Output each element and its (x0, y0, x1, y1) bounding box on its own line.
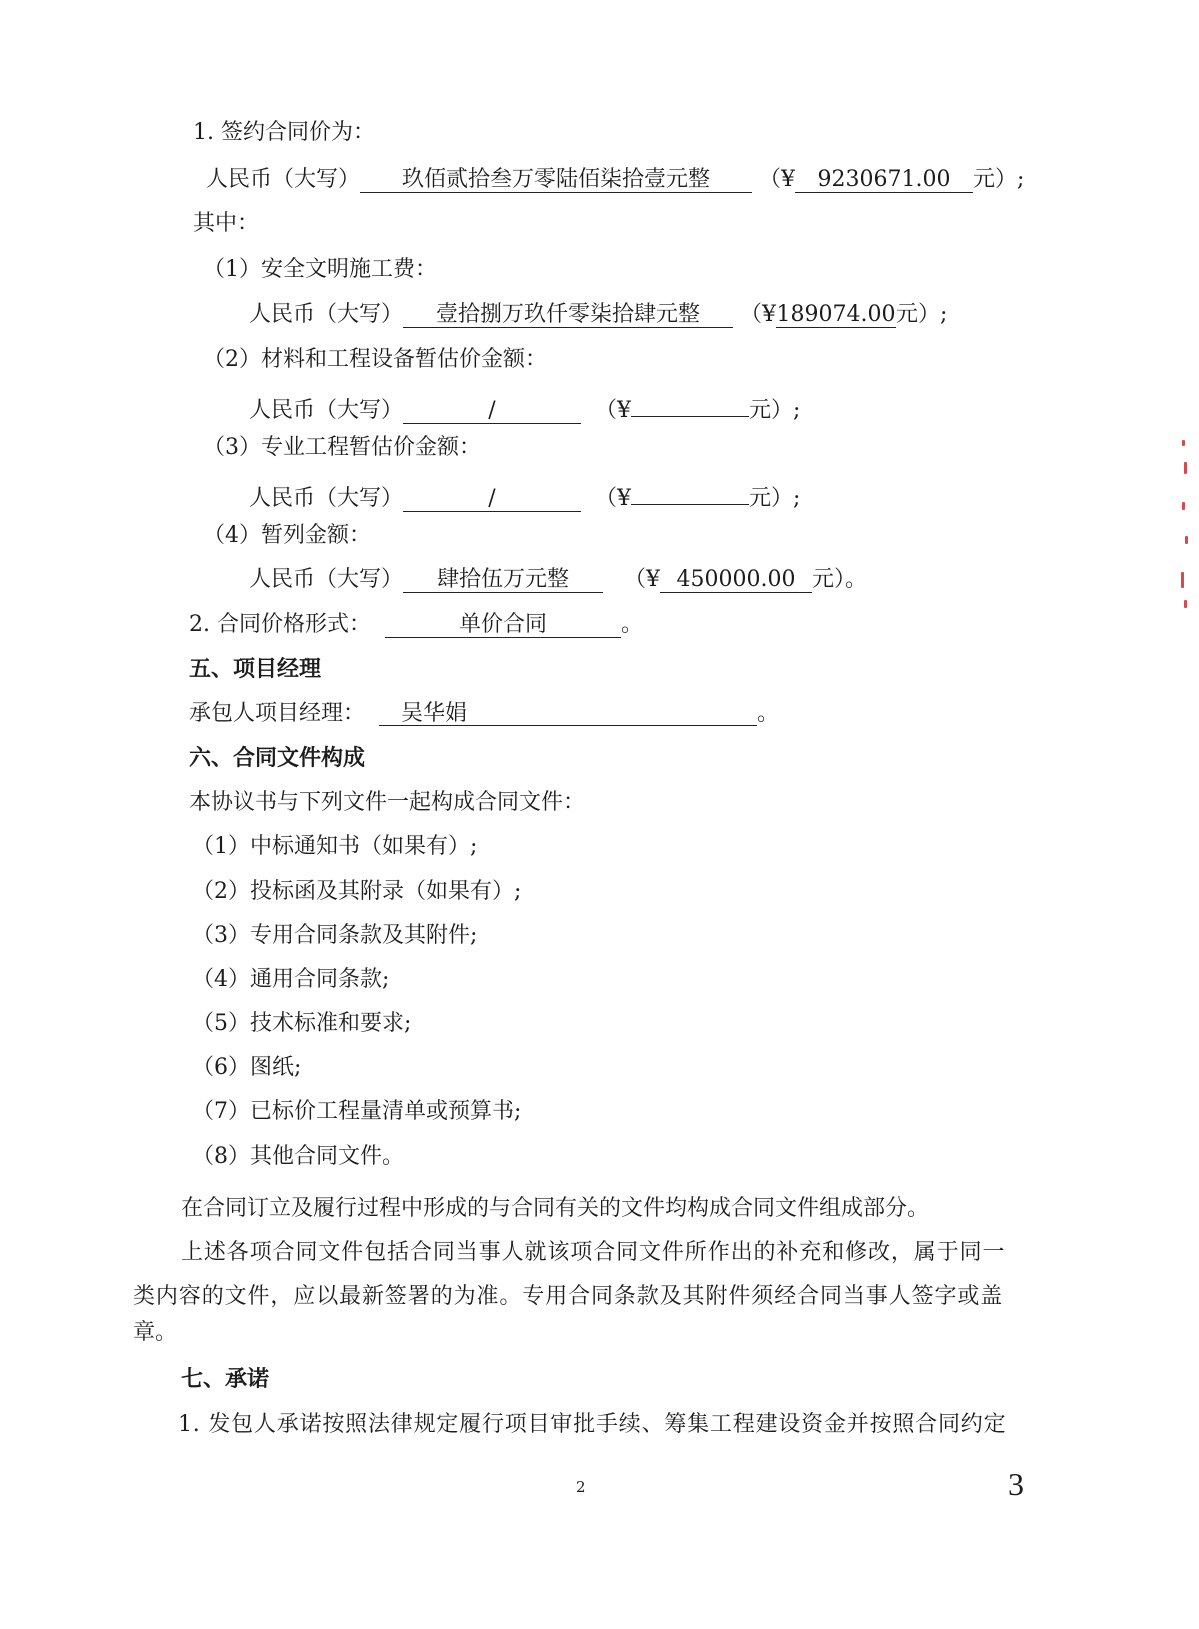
item3-amount-line (249, 477, 800, 514)
contract-price-heading: 1. 签约合同价为： (193, 120, 375, 145)
doc-list-item: （3）专用合同条款及其附件; (192, 923, 478, 948)
rmb-prefix: 人民币（大写） (249, 398, 404, 423)
item1-amount-words: 壹拾捌万玖仟零柒拾肆元整 (403, 300, 733, 328)
section6-heading: 六、合同文件构成 (189, 745, 366, 771)
section6-para2-line2: 类内容的文件，应以最新签署的为准。专用合同条款及其附件须经合同当事人签字或盖 (133, 1284, 1004, 1309)
doc-list-item: （6）图纸; (192, 1055, 302, 1080)
doc-list-item: （8）其他合同文件。 (192, 1144, 404, 1169)
item3-amount-words: / (403, 484, 581, 512)
section6-para1: 在合同订立及履行过程中形成的与合同有关的文件均构成合同文件组成部分。 (181, 1196, 930, 1221)
section5-heading: 五、项目经理 (189, 656, 322, 682)
item4-amount-line (249, 565, 867, 595)
rmb-prefix: 人民币（大写） (249, 567, 404, 592)
price-form-line (189, 610, 643, 640)
yen-open: （¥ (624, 567, 660, 592)
yen-open: （¥ (740, 302, 777, 327)
yuan-close: 元）; (973, 167, 1025, 192)
item2-amount-words: / (403, 396, 581, 424)
item2-amount-number (631, 389, 749, 417)
doc-list-item: （5）技术标准和要求; (192, 1011, 412, 1036)
item4-label: （4）暂列金额： (203, 523, 371, 548)
doc-list-item: （1）中标通知书（如果有）; (192, 834, 478, 859)
project-manager-value: 吴华娟 (379, 699, 757, 726)
project-manager-end: 。 (757, 701, 780, 726)
section6-para2-line3: 章。 (133, 1320, 178, 1345)
item2-amount-line (249, 389, 800, 426)
project-manager-label: 承包人项目经理： (189, 701, 366, 726)
doc-list-item: （7）已标价工程量清单或预算书; (192, 1099, 522, 1124)
seal-edge-marks (1178, 440, 1192, 630)
item1-amount-line (249, 300, 947, 330)
item4-amount-words: 肆拾伍万元整 (403, 565, 603, 593)
item3-label: （3）专业工程暂估价金额： (203, 435, 481, 460)
item2-label: （2）材料和工程设备暂估价金额： (203, 347, 547, 372)
item3-amount-number (631, 477, 749, 505)
yuan-close: 元）。 (812, 567, 868, 592)
yuan-close: 元）; (896, 302, 948, 327)
total-amount-words: 玖佰贰拾叁万零陆佰柒拾壹元整 (360, 165, 752, 193)
project-manager-line (189, 699, 779, 729)
section6-intro: 本协议书与下列文件一起构成合同文件： (189, 790, 586, 815)
item1-label: （1）安全文明施工费： (203, 257, 437, 282)
section7-para1: 1. 发包人承诺按照法律规定履行项目审批手续、筹集工程建设资金并按照合同约定 (178, 1412, 1007, 1437)
yen-open: （¥ (595, 486, 632, 511)
price-form-end: 。 (620, 612, 643, 637)
total-price-line (206, 165, 1024, 195)
doc-list-item: （2）投标函及其附录（如果有）; (192, 879, 522, 904)
doc-list-item: （4）通用合同条款; (192, 967, 390, 992)
page-number: 2 (576, 1478, 586, 1496)
item1-amount-number: 189074.00 (776, 302, 896, 327)
among-label: 其中： (193, 211, 260, 236)
price-form-value: 单价合同 (385, 610, 621, 638)
section7-heading: 七、承诺 (181, 1366, 270, 1392)
yuan-close: 元）; (749, 398, 801, 423)
section6-para2-line1: 上述各项合同文件包括合同当事人就该项合同文件所作出的补充和修改，属于同一 (181, 1240, 1006, 1265)
total-amount-number: 9230671.00 (795, 165, 973, 193)
stamped-page-number: 3 (1008, 1466, 1024, 1502)
price-form-label: 2. 合同价格形式： (189, 612, 371, 637)
yen-open: （¥ (595, 398, 632, 423)
rmb-prefix: 人民币（大写） (249, 486, 404, 511)
rmb-prefix: 人民币（大写） (249, 302, 404, 327)
yuan-close: 元）; (749, 486, 801, 511)
yen-open: （¥ (759, 167, 796, 192)
rmb-prefix: 人民币（大写） (206, 167, 361, 192)
item4-amount-number: 450000.00 (660, 565, 812, 593)
